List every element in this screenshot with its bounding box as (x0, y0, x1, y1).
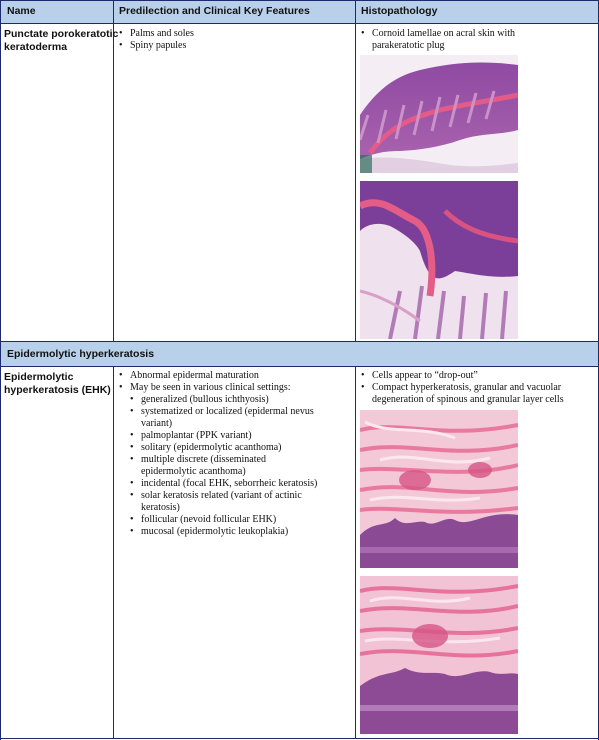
sublist (130, 394, 353, 538)
column-header-features: Predilection and Clinical Key Features (119, 5, 310, 17)
sublist-item (130, 454, 353, 478)
list-item-line: • May be seen in various clinical settings: (130, 382, 291, 393)
sublist-item (130, 490, 353, 514)
sublist-item (130, 406, 353, 430)
features-list (119, 28, 351, 52)
row-name-line: Epidermolytic (4, 371, 74, 383)
histopathology-list (361, 28, 593, 52)
sublist-line: • solitary (epidermolytic acanthoma) (141, 442, 282, 453)
list-item (119, 382, 353, 538)
list-item (361, 28, 593, 52)
list-item-line: • Compact hyperkeratosis, granular and vacuolar (372, 382, 562, 393)
sublist-item (130, 394, 353, 406)
column-header-name: Name (7, 5, 36, 17)
sublist-line: • generalized (bullous ichthyosis) (141, 394, 269, 405)
sublist-line: epidermolytic acanthoma) (141, 466, 246, 477)
sublist-line: • incidental (focal EHK, seborrheic keratosis) (141, 478, 318, 489)
section-title: Epidermolytic hyperkeratosis (7, 348, 155, 360)
list-item: • Palms and soles (119, 28, 351, 40)
sublist-item (130, 514, 353, 526)
sublist-line: • palmoplantar (PPK variant) (141, 430, 252, 441)
sublist-item (130, 442, 353, 454)
row-name-line: hyperkeratosis (EHK) (4, 384, 111, 396)
histopathology-list (361, 370, 595, 406)
list-item: • Spiny papules (119, 40, 351, 52)
sublist-line: keratosis) (141, 502, 180, 513)
sublist-item (130, 526, 353, 538)
micrograph-2 (360, 181, 518, 339)
row-name-ehk (4, 371, 111, 397)
rule (0, 366, 599, 367)
micrograph-3 (360, 410, 518, 568)
rule (355, 366, 356, 739)
sublist-line: • multiple discrete (disseminated (141, 454, 266, 465)
sublist-line: • solar keratosis related (variant of actinic (141, 490, 302, 501)
list-item-line: degeneration of spinous and granular layer cells (372, 394, 564, 405)
features-list (119, 370, 353, 538)
list-item (361, 382, 595, 406)
rule (0, 23, 599, 24)
list-item-line: • Cornoid lamellae on acral skin with (372, 28, 516, 39)
row-name-line: Punctate porokeratotic (4, 28, 119, 40)
sublist-item (130, 430, 353, 442)
rule (113, 366, 114, 739)
sublist-line: • mucosal (epidermolytic leukoplakia) (141, 526, 289, 537)
rule (0, 0, 599, 1)
micrograph-1 (360, 55, 518, 173)
row-name-line: keratoderma (4, 41, 68, 53)
rule (0, 738, 599, 739)
row-name-punctate (4, 28, 118, 54)
column-header-histopathology: Histopathology (361, 5, 438, 17)
rule (0, 0, 1, 740)
sublist-item (130, 478, 353, 490)
sublist-line: • systematized or localized (epidermal nevus (141, 406, 314, 417)
list-item: • Cells appear to “drop-out” (361, 370, 595, 382)
list-item: • Abnormal epidermal maturation (119, 370, 353, 382)
sublist-line: • follicular (nevoid follicular EHK) (141, 514, 277, 525)
sublist-line: variant) (141, 418, 173, 429)
rule (355, 0, 356, 341)
list-item-line: parakeratotic plug (372, 40, 445, 51)
rule (0, 341, 599, 342)
micrograph-4 (360, 576, 518, 734)
